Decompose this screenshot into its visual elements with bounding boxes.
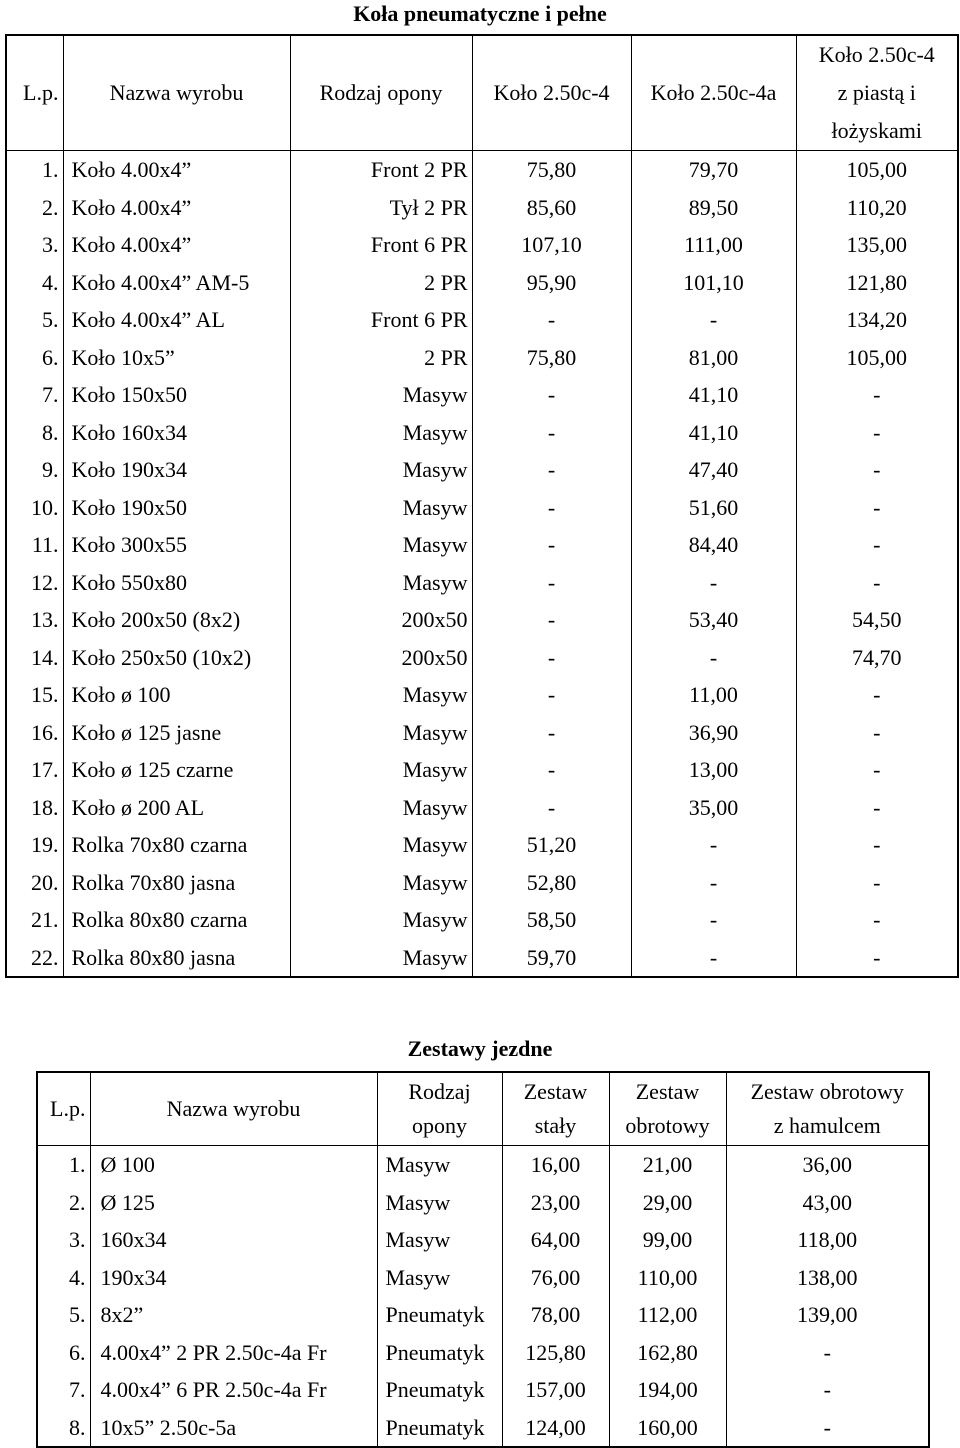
price-2-50c-4: 75,80 — [472, 151, 631, 189]
tire-type: Masyw — [290, 376, 472, 414]
header2-fixed-caster — [502, 1072, 609, 1146]
product-name: Ø 100 — [90, 1146, 377, 1184]
table-row — [6, 339, 958, 377]
product-name: Rolka 70x80 jasna — [63, 864, 290, 902]
row-number: 11. — [31, 532, 59, 557]
price-2-50c-4: - — [472, 564, 631, 602]
price-hub-bearings: - — [796, 489, 958, 527]
table2-title: Zestawy jezdne — [407, 1036, 553, 1061]
tire-type: 200x50 — [290, 639, 472, 677]
price-swivel-brake: - — [726, 1371, 929, 1409]
price-2-50c-4: - — [472, 489, 631, 527]
table-row — [6, 489, 958, 527]
wheels-price-table — [5, 34, 959, 978]
header2-c2-line1: Zestaw — [635, 1079, 700, 1104]
tire-type: Front 6 PR — [290, 226, 472, 264]
tire-type: Masyw — [290, 489, 472, 527]
tire-type: Pneumatyk — [377, 1296, 502, 1334]
product-name: Koło 250x50 (10x2) — [63, 639, 290, 677]
table-row — [37, 1334, 929, 1372]
tire-type: Pneumatyk — [377, 1334, 502, 1372]
table-row — [37, 1371, 929, 1409]
header2-type-line1: Rodzaj — [408, 1079, 471, 1104]
table-row — [6, 526, 958, 564]
table-row — [37, 1146, 929, 1184]
price-2-50c-4: 75,80 — [472, 339, 631, 377]
product-name: 8x2” — [90, 1296, 377, 1334]
table-row — [6, 189, 958, 227]
product-name: Koło ø 125 czarne — [63, 751, 290, 789]
product-name: Koło ø 125 jasne — [63, 714, 290, 752]
row-number: 8. — [42, 419, 59, 445]
casters-price-table — [36, 1071, 930, 1448]
table-row — [6, 939, 958, 978]
table-row — [37, 1296, 929, 1334]
price-2-50c-4: - — [472, 714, 631, 752]
tire-type: 2 PR — [290, 264, 472, 302]
price-2-50c-4: - — [472, 301, 631, 339]
price-swivel-brake: - — [726, 1334, 929, 1372]
price-2-50c-4: - — [472, 376, 631, 414]
price-2-50c-4a: 51,60 — [631, 489, 796, 527]
price-2-50c-4a: 84,40 — [631, 526, 796, 564]
tire-type: Masyw — [290, 564, 472, 602]
price-2-50c-4a: 13,00 — [631, 751, 796, 789]
price-hub-bearings: - — [796, 414, 958, 452]
row-number: 14. — [31, 644, 59, 670]
table-row — [6, 864, 958, 902]
price-2-50c-4a: - — [631, 639, 796, 677]
price-2-50c-4: - — [472, 639, 631, 677]
price-hub-bearings: - — [796, 376, 958, 414]
price-2-50c-4a: 81,00 — [631, 339, 796, 377]
row-number: 8. — [69, 1414, 86, 1440]
price-swivel-brake: 139,00 — [726, 1296, 929, 1334]
price-hub-bearings: 135,00 — [796, 226, 958, 264]
product-name: Koło 550x80 — [63, 564, 290, 602]
tire-type: Masyw — [290, 526, 472, 564]
header2-swivel-brake-caster — [726, 1072, 929, 1146]
table-row — [6, 264, 958, 302]
price-2-50c-4a: 53,40 — [631, 601, 796, 639]
price-swivel: 21,00 — [609, 1146, 726, 1184]
row-number: 16. — [31, 719, 59, 745]
row-number: 12. — [31, 569, 59, 595]
price-2-50c-4a: - — [631, 864, 796, 902]
price-fixed: 157,00 — [502, 1371, 609, 1409]
row-number: 6. — [42, 344, 59, 370]
header2-c3-line1: Zestaw obrotowy — [750, 1079, 904, 1104]
price-hub-bearings: - — [796, 564, 958, 602]
table-row — [6, 714, 958, 752]
price-2-50c-4: - — [472, 526, 631, 564]
product-name: Koło 190x34 — [63, 451, 290, 489]
price-2-50c-4a: 41,10 — [631, 376, 796, 414]
product-name: Rolka 70x80 czarna — [63, 826, 290, 864]
product-name: 4.00x4” 2 PR 2.50c-4a Fr — [90, 1334, 377, 1372]
price-hub-bearings: - — [796, 714, 958, 752]
price-2-50c-4a: - — [631, 564, 796, 602]
tire-type: Masyw — [377, 1146, 502, 1184]
tire-type: Masyw — [377, 1184, 502, 1222]
product-name: Koło 4.00x4” — [63, 189, 290, 227]
product-name: Koło 190x50 — [63, 489, 290, 527]
price-2-50c-4a: 41,10 — [631, 414, 796, 452]
price-2-50c-4: 95,90 — [472, 264, 631, 302]
header2-swivel-caster — [609, 1072, 726, 1146]
table-row — [6, 226, 958, 264]
tire-type: Pneumatyk — [377, 1371, 502, 1409]
table2-header-row — [37, 1072, 929, 1146]
price-hub-bearings: - — [796, 526, 958, 564]
tire-type: Masyw — [290, 751, 472, 789]
price-2-50c-4a: - — [631, 939, 796, 978]
table1-title: Koła pneumatyczne i pełne — [353, 1, 607, 26]
header2-c2-line2: obrotowy — [625, 1113, 710, 1138]
price-swivel: 162,80 — [609, 1334, 726, 1372]
header2-type-line2: opony — [412, 1113, 467, 1138]
product-name: Ø 125 — [90, 1184, 377, 1222]
product-name: Koło ø 200 AL — [63, 789, 290, 827]
header-wheel-2-50c-4a: Koło 2.50c-4a — [631, 35, 796, 151]
price-2-50c-4a: 36,90 — [631, 714, 796, 752]
header-name: Nazwa wyrobu — [63, 35, 290, 151]
row-number: 3. — [42, 232, 59, 257]
price-hub-bearings: 110,20 — [796, 189, 958, 227]
product-name: 10x5” 2.50c-5a — [90, 1409, 377, 1448]
price-swivel: 110,00 — [609, 1259, 726, 1297]
table-row — [6, 376, 958, 414]
table-row — [6, 151, 958, 189]
header-lp: L.p. — [23, 80, 59, 105]
price-hub-bearings: - — [796, 751, 958, 789]
product-name: Koło 4.00x4” — [63, 151, 290, 189]
price-2-50c-4: - — [472, 601, 631, 639]
product-name: Koło 4.00x4” AM-5 — [63, 264, 290, 302]
price-hub-bearings: 74,70 — [796, 639, 958, 677]
price-2-50c-4a: 47,40 — [631, 451, 796, 489]
row-number: 5. — [69, 1302, 86, 1327]
price-2-50c-4: 85,60 — [472, 189, 631, 227]
tire-type: Masyw — [290, 451, 472, 489]
tire-type: Masyw — [290, 901, 472, 939]
row-number: 3. — [69, 1227, 86, 1252]
price-fixed: 124,00 — [502, 1409, 609, 1448]
tire-type: Masyw — [377, 1259, 502, 1297]
price-hub-bearings: 121,80 — [796, 264, 958, 302]
price-2-50c-4: - — [472, 451, 631, 489]
price-fixed: 64,00 — [502, 1221, 609, 1259]
tire-type: Masyw — [290, 826, 472, 864]
table-row — [6, 826, 958, 864]
price-2-50c-4: - — [472, 676, 631, 714]
product-name: Koło 4.00x4” — [63, 226, 290, 264]
price-swivel: 99,00 — [609, 1221, 726, 1259]
tire-type: Masyw — [290, 939, 472, 978]
table-row — [6, 639, 958, 677]
header2-tire-type — [377, 1072, 502, 1146]
row-number: 4. — [69, 1264, 86, 1290]
header2-c1-line1: Zestaw — [523, 1079, 588, 1104]
table-row — [37, 1259, 929, 1297]
price-swivel-brake: 138,00 — [726, 1259, 929, 1297]
table-row — [6, 301, 958, 339]
row-number: 1. — [42, 157, 59, 182]
price-fixed: 125,80 — [502, 1334, 609, 1372]
price-hub-bearings: - — [796, 939, 958, 978]
row-number: 5. — [42, 307, 59, 332]
table-row — [6, 451, 958, 489]
table-row — [37, 1221, 929, 1259]
tire-type: Tył 2 PR — [290, 189, 472, 227]
product-name: 190x34 — [90, 1259, 377, 1297]
table1-header-row — [6, 35, 958, 151]
price-2-50c-4a: - — [631, 901, 796, 939]
price-hub-bearings: 134,20 — [796, 301, 958, 339]
table-row — [6, 789, 958, 827]
price-hub-bearings: - — [796, 864, 958, 902]
header-wheel-2-50c-4: Koło 2.50c-4 — [472, 35, 631, 151]
table-row — [6, 414, 958, 452]
row-number: 20. — [31, 869, 59, 895]
row-number: 18. — [31, 794, 59, 820]
row-number: 13. — [31, 607, 59, 632]
price-hub-bearings: 105,00 — [796, 339, 958, 377]
price-swivel: 194,00 — [609, 1371, 726, 1409]
row-number: 2. — [42, 194, 59, 220]
price-2-50c-4: 51,20 — [472, 826, 631, 864]
tire-type: Pneumatyk — [377, 1409, 502, 1448]
price-2-50c-4a: 89,50 — [631, 189, 796, 227]
header-col3-line3: łożyskami — [831, 118, 922, 143]
header-wheel-hub-bearings — [796, 35, 958, 151]
price-swivel-brake: 118,00 — [726, 1221, 929, 1259]
price-hub-bearings: 105,00 — [796, 151, 958, 189]
row-number: 21. — [31, 907, 59, 932]
product-name: Koło 160x34 — [63, 414, 290, 452]
price-2-50c-4a: 35,00 — [631, 789, 796, 827]
product-name: Koło ø 100 — [63, 676, 290, 714]
row-number: 15. — [31, 682, 59, 707]
row-number: 10. — [31, 494, 59, 520]
price-fixed: 23,00 — [502, 1184, 609, 1222]
price-hub-bearings: 54,50 — [796, 601, 958, 639]
product-name: Koło 150x50 — [63, 376, 290, 414]
price-hub-bearings: - — [796, 676, 958, 714]
tire-type: Masyw — [290, 676, 472, 714]
price-2-50c-4: - — [472, 789, 631, 827]
price-hub-bearings: - — [796, 901, 958, 939]
row-number: 7. — [42, 382, 59, 407]
product-name: 160x34 — [90, 1221, 377, 1259]
header-col3-line1: Koło 2.50c-4 — [818, 42, 935, 67]
row-number: 6. — [69, 1339, 86, 1365]
product-name: Koło 200x50 (8x2) — [63, 601, 290, 639]
row-number: 19. — [31, 832, 59, 857]
table-row — [6, 751, 958, 789]
price-2-50c-4a: 79,70 — [631, 151, 796, 189]
price-fixed: 78,00 — [502, 1296, 609, 1334]
price-2-50c-4: - — [472, 751, 631, 789]
price-2-50c-4: - — [472, 414, 631, 452]
header2-c3-line2: z hamulcem — [773, 1113, 881, 1138]
row-number: 4. — [42, 269, 59, 295]
tire-type: 200x50 — [290, 601, 472, 639]
header2-name: Nazwa wyrobu — [90, 1072, 377, 1146]
product-name: Rolka 80x80 czarna — [63, 901, 290, 939]
table-row — [6, 901, 958, 939]
tire-type: Masyw — [290, 789, 472, 827]
row-number: 7. — [69, 1377, 86, 1402]
product-name: 4.00x4” 6 PR 2.50c-4a Fr — [90, 1371, 377, 1409]
tire-type: Masyw — [290, 414, 472, 452]
table-row — [6, 564, 958, 602]
tire-type: Front 6 PR — [290, 301, 472, 339]
price-fixed: 76,00 — [502, 1259, 609, 1297]
price-swivel-brake: - — [726, 1409, 929, 1448]
header-tire-type: Rodzaj opony — [290, 35, 472, 151]
row-number: 1. — [69, 1152, 86, 1177]
price-swivel: 29,00 — [609, 1184, 726, 1222]
header2-c1-line2: stały — [534, 1113, 577, 1138]
price-2-50c-4: 107,10 — [472, 226, 631, 264]
price-fixed: 16,00 — [502, 1146, 609, 1184]
header-col3-line2: z piastą i — [837, 80, 916, 105]
price-2-50c-4: 58,50 — [472, 901, 631, 939]
table-row — [37, 1184, 929, 1222]
price-hub-bearings: - — [796, 826, 958, 864]
price-swivel-brake: 36,00 — [726, 1146, 929, 1184]
price-2-50c-4a: 111,00 — [631, 226, 796, 264]
table-row — [6, 676, 958, 714]
table-row — [6, 601, 958, 639]
table-row — [37, 1409, 929, 1448]
tire-type: Masyw — [290, 864, 472, 902]
row-number: 17. — [31, 757, 59, 782]
row-number: 22. — [31, 944, 59, 970]
price-swivel-brake: 43,00 — [726, 1184, 929, 1222]
price-hub-bearings: - — [796, 451, 958, 489]
product-name: Rolka 80x80 jasna — [63, 939, 290, 978]
price-2-50c-4a: 11,00 — [631, 676, 796, 714]
price-hub-bearings: - — [796, 789, 958, 827]
product-name: Koło 300x55 — [63, 526, 290, 564]
tire-type: Front 2 PR — [290, 151, 472, 189]
price-2-50c-4a: - — [631, 301, 796, 339]
tire-type: 2 PR — [290, 339, 472, 377]
tire-type: Masyw — [290, 714, 472, 752]
price-2-50c-4a: 101,10 — [631, 264, 796, 302]
row-number: 2. — [69, 1189, 86, 1215]
price-2-50c-4: 59,70 — [472, 939, 631, 978]
price-swivel: 112,00 — [609, 1296, 726, 1334]
header2-lp: L.p. — [50, 1096, 86, 1121]
price-swivel: 160,00 — [609, 1409, 726, 1448]
price-2-50c-4: 52,80 — [472, 864, 631, 902]
price-2-50c-4a: - — [631, 826, 796, 864]
tire-type: Masyw — [377, 1221, 502, 1259]
row-number: 9. — [42, 457, 59, 482]
product-name: Koło 4.00x4” AL — [63, 301, 290, 339]
product-name: Koło 10x5” — [63, 339, 290, 377]
